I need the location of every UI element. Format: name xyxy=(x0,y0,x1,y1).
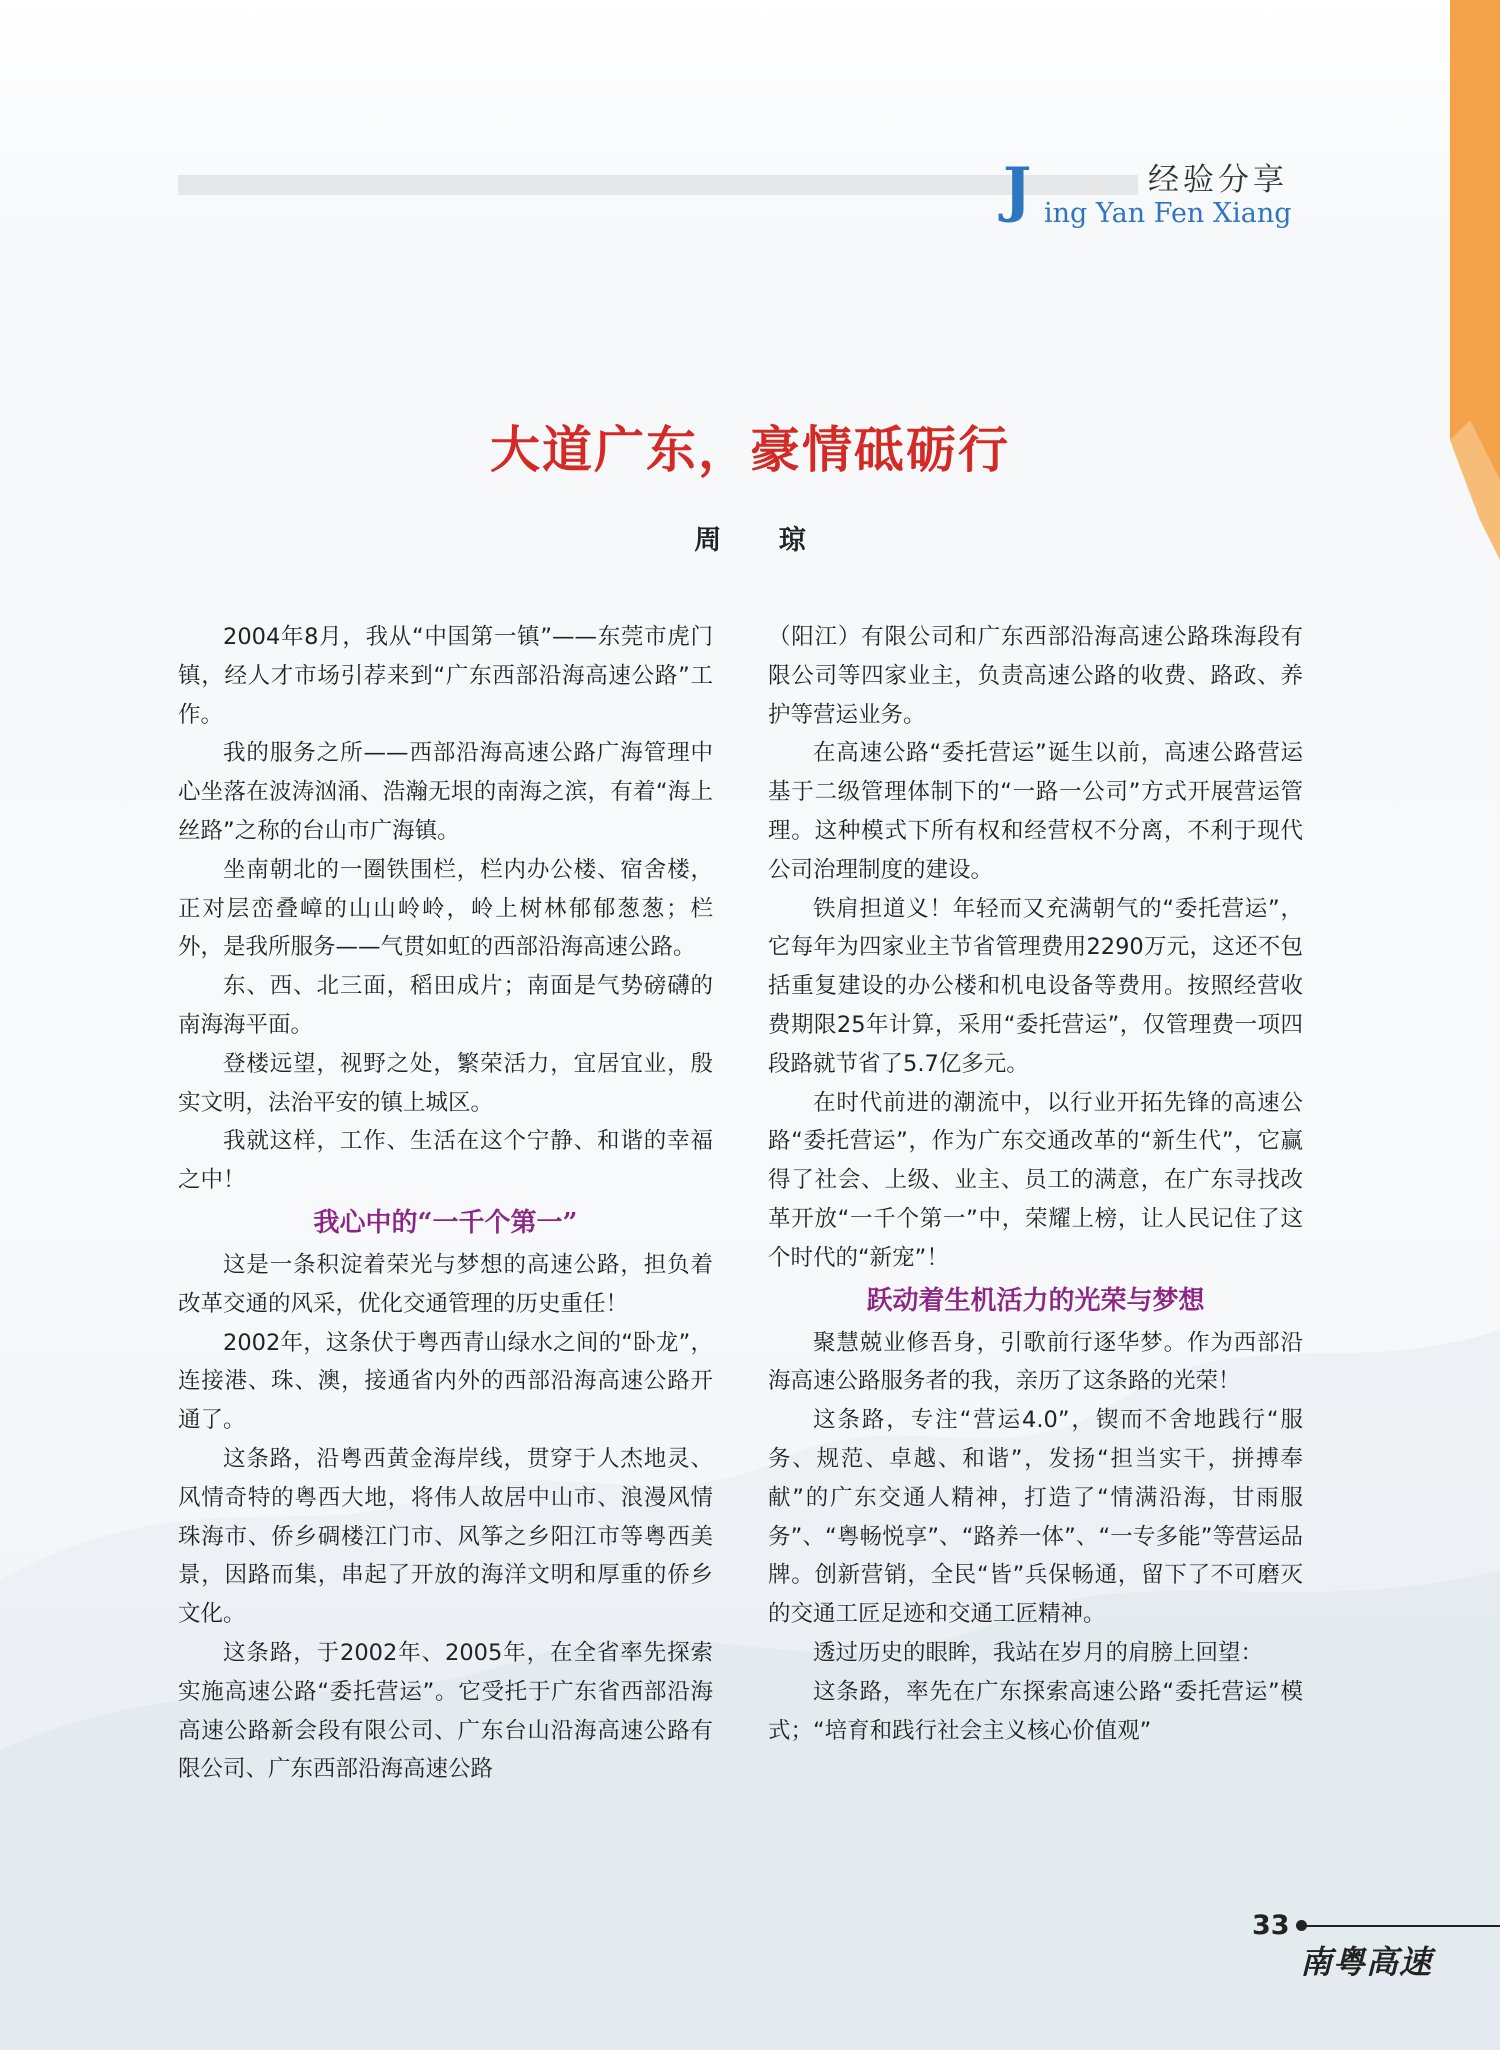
paragraph: 聚慧兢业修吾身，引歌前行逐华梦。作为西部沿海高速公路服务者的我，亲历了这条路的光荣！ xyxy=(768,1329,1303,1395)
paragraph: 这是一条积淀着荣光与梦想的高速公路，担负着改革交通的风采，优化交通管理的历史重任！ xyxy=(178,1251,713,1317)
subheading: 跃动着生机活力的光荣与梦想 xyxy=(866,1285,1205,1316)
paragraph: 这条路，率先在广东探索高速公路“委托营运”模式；“培育和践行社会主义核心价值观” xyxy=(768,1678,1303,1744)
section-header-bar xyxy=(178,175,1138,195)
section-pinyin: ing Yan Fen Xiang xyxy=(1044,198,1292,229)
paragraph: 这条路，专注“营运4.0”，锲而不舍地践行“服务、规范、卓越、和谐”，发扬“担当实干，拼搏奉献”的广东交通人精神，打造了“情满沿海，甘雨服务”、“粤畅悦享”、“路养一体”、“一专多能”等营运品牌。创新营销，全民“皆”兵保畅通，留下了不可磨灭的交通工匠足迹和交通工匠精神。 xyxy=(768,1407,1303,1628)
paragraph: 这条路，于2002年、2005年，在全省率先探索实施高速公路“委托营运”。它受托于广东省西部沿海高速公路新会段有限公司、广东台山沿海高速公路有限公司、广东西部沿海高速公路 xyxy=(178,1639,713,1783)
paragraph: 铁肩担道义！年轻而又充满朝气的“委托营运”，它每年为四家业主节省管理费用2290万元，这还不包括重复建设的办公楼和机电设备等费用。按照经营收费期限25年计算，采用“委托营运”，仅管理费一项四段路就节省了5.7亿多元。 xyxy=(768,895,1303,1077)
paragraph: 我就这样，工作、生活在这个宁静、和谐的幸福之中！ xyxy=(178,1128,713,1194)
left-column xyxy=(178,618,713,1789)
subheading: 我心中的“一千个第一” xyxy=(313,1207,578,1238)
magazine-logo: 南粤高速 xyxy=(1300,1943,1433,1981)
right-column xyxy=(768,618,1303,1750)
paragraph: 透过历史的眼眸，我站在岁月的肩膀上回望： xyxy=(813,1639,1264,1666)
page-number: 33 xyxy=(1252,1910,1290,1941)
paragraph: 2004年8月，我从“中国第一镇”——东莞市虎门镇，经人才市场引荐来到“广东西部沿海高速公路”工作。 xyxy=(178,624,713,728)
paragraph: 登楼远望，视野之处，繁荣活力，宜居宜业，殷实文明，法治平安的镇上城区。 xyxy=(178,1050,713,1116)
section-initial-letter: J xyxy=(1003,155,1032,225)
paragraph: 2002年，这条伏于粤西青山绿水之间的“卧龙”，连接港、珠、澳，接通省内外的西部沿海高速公路开通了。 xyxy=(178,1329,713,1434)
paragraph: 在高速公路“委托营运”诞生以前，高速公路营运基于二级管理体制下的“一路一公司”方式开展营运管理。这种模式下所有权和经营权不分离，不利于现代公司治理制度的建设。 xyxy=(768,740,1303,883)
section-title: 经验分享 xyxy=(1148,162,1288,198)
paragraph: 这条路，沿粤西黄金海岸线，贯穿于人杰地灵、风情奇特的粤西大地，将伟人故居中山市、浪漫风情珠海市、侨乡碉楼江门市、风筝之乡阳江市等粤西美景，因路而集，串起了开放的海洋文明和厚重的侨乡文化。 xyxy=(178,1445,713,1628)
paragraph: 在时代前进的潮流中，以行业开拓先锋的高速公路“委托营运”，作为广东交通改革的“新生代”，它赢得了社会、上级、业主、员工的满意，在广东寻找改革开放“一千个第一”中，荣耀上榜，让人民记住了这个时代的“新宠”！ xyxy=(768,1089,1303,1271)
footer-rule xyxy=(1303,1925,1500,1927)
paragraph: （阳江）有限公司和广东西部沿海高速公路珠海段有限公司等四家业主，负责高速公路的收费、路政、养护等营运业务。 xyxy=(768,624,1303,728)
paragraph: 我的服务之所——西部沿海高速公路广海管理中心坐落在波涛汹涌、浩瀚无垠的南海之滨，有着“海上丝路”之称的台山市广海镇。 xyxy=(178,740,713,844)
article-author: 周 琼 xyxy=(694,525,830,556)
paragraph: 坐南朝北的一圈铁围栏，栏内办公楼、宿舍楼，正对层峦叠嶂的山山岭岭，岭上树林郁郁葱葱；栏外，是我所服务——气贯如虹的西部沿海高速公路。 xyxy=(178,856,713,961)
paragraph: 东、西、北三面，稻田成片；南面是气势磅礴的南海海平面。 xyxy=(178,973,713,1038)
article-title: 大道广东，豪情砥砺行 xyxy=(490,420,1010,479)
